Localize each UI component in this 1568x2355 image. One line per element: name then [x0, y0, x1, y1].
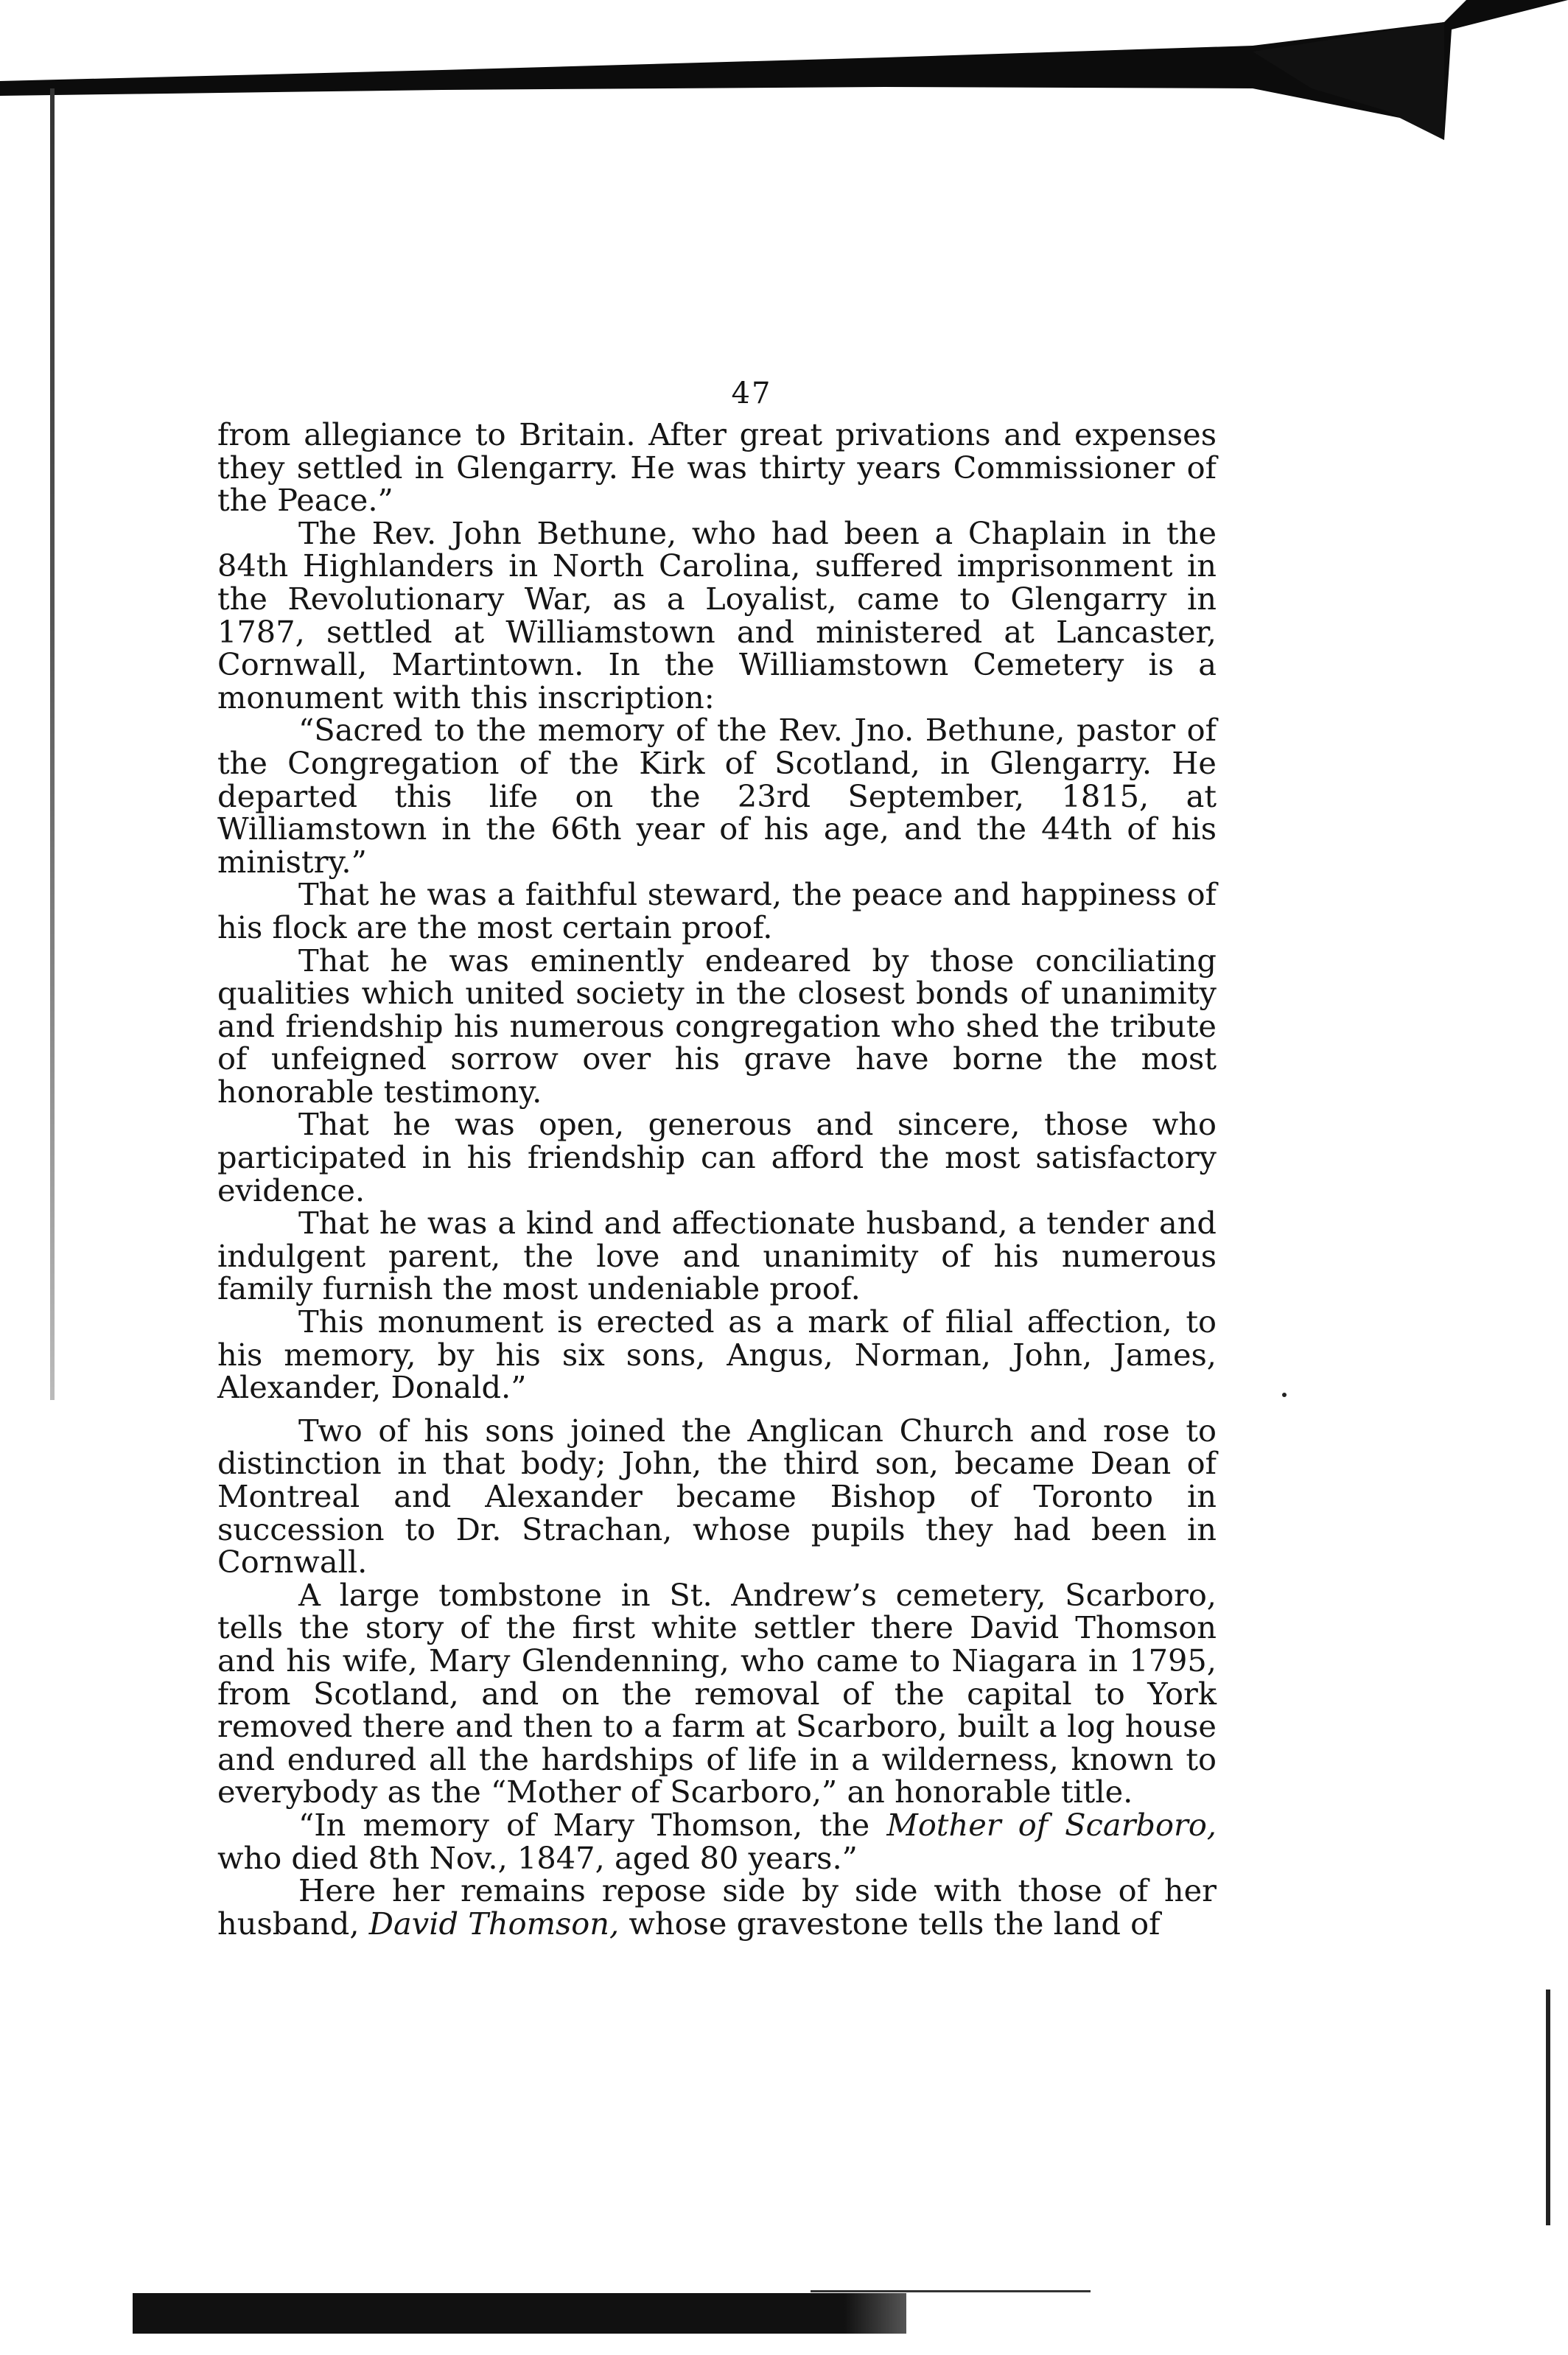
- scan-speck: [1282, 1393, 1287, 1397]
- body-text: [217, 416, 1217, 1942]
- italic-phrase: David Thomson,: [368, 1905, 620, 1942]
- paragraph-text: Here her remains repose side by side with those of her husband,: [217, 1872, 1217, 1942]
- paragraph: This monument is erected as a mark of filial affection, to his memory, by his six sons, Angus, Norman, John, James, Alexander, Donald.”: [217, 1304, 1217, 1406]
- paragraph-text: who died 8th Nov., 1847, aged 80 years.”: [217, 1839, 858, 1876]
- paragraph: That he was open, generous and sincere, those who participated in his friendship can afford the most satisfactory evidence.: [217, 1106, 1217, 1208]
- scan-bottom-bar: [133, 2293, 906, 2334]
- inscription-paragraph: [217, 1806, 1217, 1876]
- paragraph: A large tombstone in St. Andrew’s cemetery, Scarboro, tells the story of the first white settler there David Thomson and his wife, Mary Glendenning, who came to Niagara in 1795, from Scotland, and on the removal of the capital to York removed there and then to a farm at Scarboro, built a log house and endured all the hardships of life in a wilderness, known to everybody as the “Mother of Scarboro,” an honorable title.: [217, 1576, 1217, 1810]
- paragraph: from allegiance to Britain. After great privations and expenses they settled in Glengarry. He was thirty years Commissioner of the Peace.”: [217, 416, 1217, 519]
- paragraph: That he was eminently endeared by those conciliating qualities which united society in the closest bonds of unanimity and friendship his numerous congregation who shed the tribute of unfeigned sorrow over his grave have borne the most honorable testimony.: [217, 942, 1217, 1110]
- scan-edge-artifact: [0, 0, 1568, 169]
- page-number: 47: [731, 377, 772, 410]
- scan-left-margin-line: [50, 88, 55, 1400]
- scan-right-margin-line: [1546, 1990, 1550, 2225]
- italic-phrase: Mother of Scarboro,: [886, 1806, 1217, 1843]
- paragraph: That he was a kind and affectionate husband, a tender and indulgent parent, the love and unanimity of his numerous family furnish the most undeniable proof.: [217, 1205, 1217, 1307]
- paragraph-text: whose gravestone tells the land of: [619, 1905, 1161, 1942]
- inscription-paragraph: “Sacred to the memory of the Rev. Jno. Bethune, pastor of the Congregation of the Kirk of Scotland, in Glengarry. He departed this life on the 23rd September, 1815, at Williamstown in the 66th year of his age, and the 44th of his ministry.”: [217, 712, 1217, 880]
- paragraph: That he was a faithful steward, the peace and happiness of his flock are the most certain proof.: [217, 876, 1217, 945]
- paragraph: The Rev. John Bethune, who had been a Chaplain in the 84th Highlanders in North Carolina, suffered imprisonment in the Revolutionary War, as a Loyalist, came to Glengarry in 1787, settled at Williamstown and ministered at Lancaster, Cornwall, Martintown. In the Williamstown Cemetery is a monument with this inscription:: [217, 514, 1217, 715]
- scan-bottom-line: [811, 2290, 1091, 2292]
- paragraph: [217, 1872, 1217, 1942]
- paragraph-text: “In memory of Mary Thomson, the: [298, 1806, 887, 1843]
- paragraph: Two of his sons joined the Anglican Church and rose to distinction in that body; John, the third son, became Dean of Montreal and Alexander became Bishop of Toronto in succession to Dr. Strachan, whose pupils they had been in Cornwall.: [217, 1412, 1217, 1581]
